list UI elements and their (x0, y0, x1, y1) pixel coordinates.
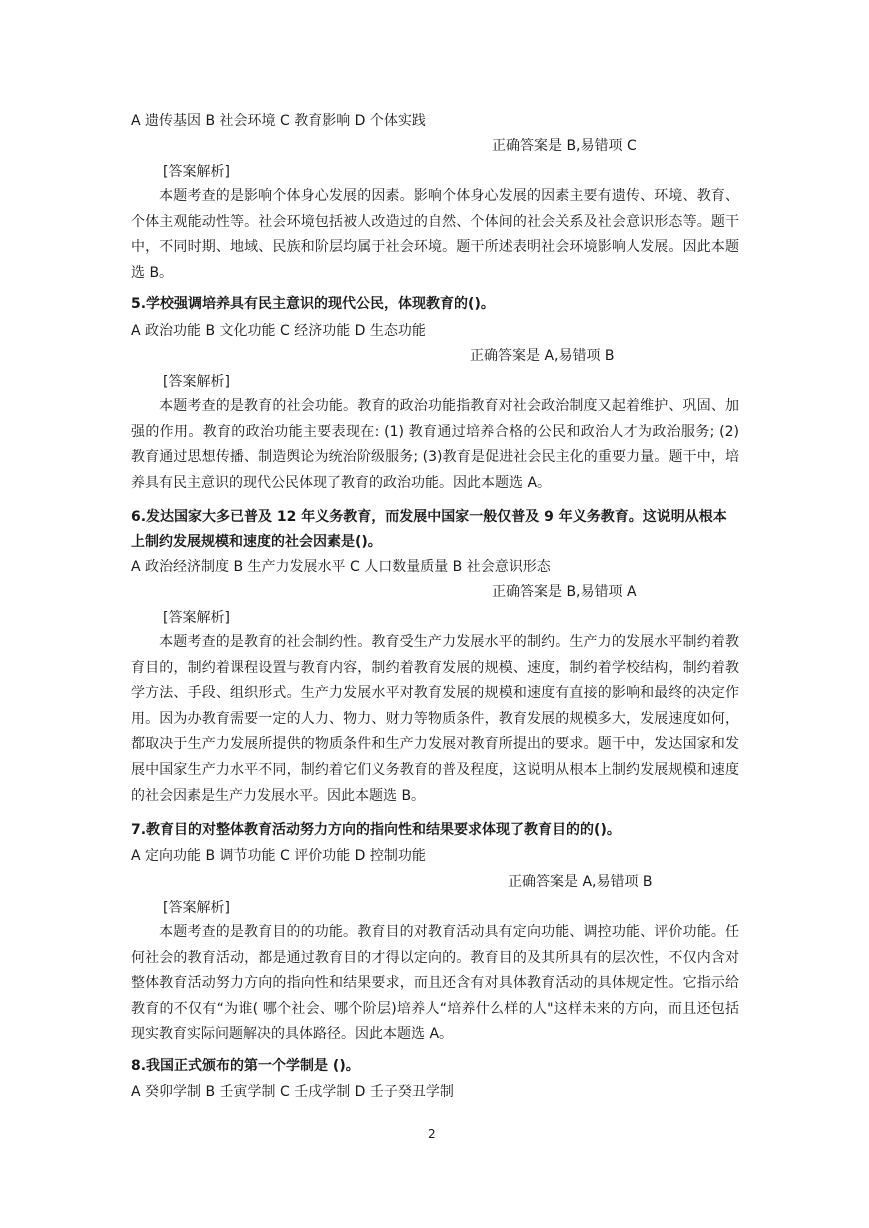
q5-analysis (131, 394, 739, 496)
q4-options: A 遗传基因 B 社会环境 C 教育影响 D 个体实践 (131, 113, 426, 129)
q5-answer: 正确答案是 A,易错项 B (470, 348, 615, 364)
q7-analysis-text: 本题考查的是教育目的的功能。教育目的对教育活动具有定向功能、调控功能、评价功能。任何社会的教育活动，都是通过教育目的才得以定向的。教育目的及其所具有的层次性，不仅内含对整体教育活动努力方向的指向性和结果要求，而且还含有对具体教育活动的具体规定性。它指示给教育的不仅有“为谁( 哪个社会、哪个阶层)培养人“培养什么样的人"这样未来的方向，而且还包括现实教育实际问题解决的具体路径。因此本题选 A。 (131, 924, 739, 1043)
q6-answer: 正确答案是 B,易错项 A (492, 584, 637, 600)
q6-analysis (131, 630, 739, 809)
q5-analysis-label: [答案解析] (163, 374, 230, 390)
q8-question: 8.我国正式颁布的第一个学制是 ()。 (131, 1058, 360, 1074)
q8-options: A 癸卯学制 B 壬寅学制 C 壬戌学制 D 壬子癸丑学制 (131, 1084, 454, 1100)
page-number: 2 (428, 1127, 436, 1141)
q7-question: 7.教育目的对整体教育活动努力方向的指向性和结果要求体现了教育目的的()。 (131, 822, 621, 838)
q6-question: 6.发达国家大多已普及 12 年义务教育，而发展中国家一般仅普及 9 年义务教育。这说明从根本上制约发展规模和速度的社会因素是()。 (131, 509, 727, 550)
q4-analysis-text: 本题考查的是影响个体身心发展的因素。影响个体身心发展的因素主要有遗传、环境、教育、个体主观能动性等。社会环境包括被人改造过的自然、个体间的社会关系及社会意识形态等。题干中，不同时期、地域、民族和阶层均属于社会环境。题干所述表明社会环境影响人发展。因此本题选 B。 (131, 188, 739, 281)
q5-analysis-text: 本题考查的是教育的社会功能。教育的政治功能指教育对社会政治制度又起着维护、巩固、加强的作用。教育的政治功能主要表现在: (1) 教育通过培养合格的公民和政治人才为政治服务; (2) 教育通过思想传播、制造舆论为统治阶级服务; (3)教育是促进社会民主化的重要力量。题干中，培养具有民主意识的现代公民体现了教育的政治功能。因此本题选 A。 (131, 398, 739, 491)
q5-question: 5.学校强调培养具有民主意识的现代公民，体现教育的()。 (131, 296, 495, 312)
q6-analysis-label: [答案解析] (163, 610, 230, 626)
q4-analysis-label: [答案解析] (163, 164, 230, 180)
q7-analysis-label: [答案解析] (163, 900, 230, 916)
q4-answer: 正确答案是 B,易错项 C (492, 138, 637, 154)
q7-answer: 正确答案是 A,易错项 B (508, 874, 653, 890)
q4-analysis (131, 184, 739, 286)
q7-analysis (131, 920, 739, 1048)
q7-options: A 定向功能 B 调节功能 C 评价功能 D 控制功能 (131, 848, 426, 864)
q5-options: A 政治功能 B 文化功能 C 经济功能 D 生态功能 (131, 323, 426, 339)
q6-options: A 政治经济制度 B 生产力发展水平 C 人口数量质量 B 社会意识形态 (131, 559, 551, 575)
q6-analysis-text: 本题考查的是教育的社会制约性。教育受生产力发展水平的制约。生产力的发展水平制约着教育目的，制约着课程设置与教育内容，制约着教育发展的规模、速度，制约着学校结构，制约着教学方法、手段、组织形式。生产力发展水平对教育发展的规模和速度有直接的影响和最终的决定作用。因为办教育需要一定的人力、物力、财力等物质条件，教育发展的规模多大，发展速度如何，都取决于生产力发展所提供的物质条件和生产力发展对教育所提出的要求。题干中，发达国家和发展中国家生产力水平不同，制约着它们义务教育的普及程度，这说明从根本上制约发展规模和速度的社会因素是生产力发展水平。因此本题选 B。 (131, 634, 739, 804)
